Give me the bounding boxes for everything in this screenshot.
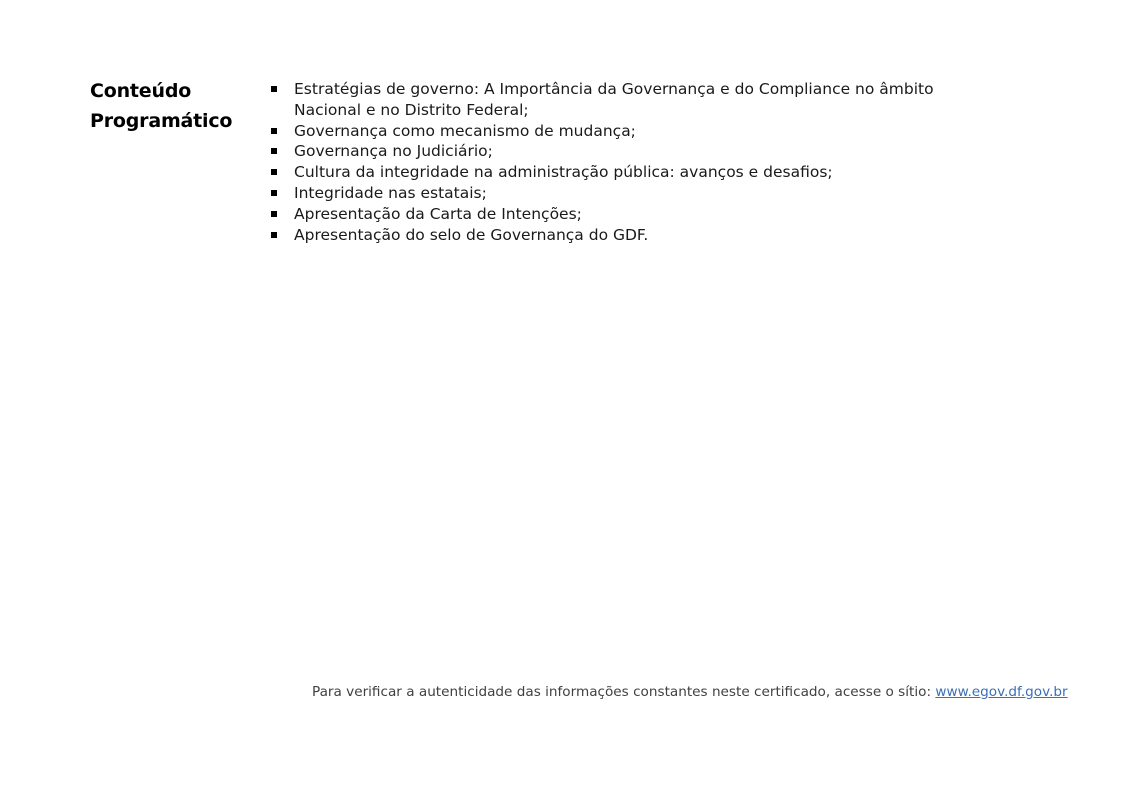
- topic-text: Apresentação do selo de Governança do GDF.: [294, 225, 649, 244]
- section-heading: [90, 76, 232, 136]
- square-bullet-icon: [271, 190, 277, 196]
- list-item: [271, 121, 951, 142]
- list-item: [271, 141, 951, 162]
- topic-text: Apresentação da Carta de Intenções;: [294, 204, 582, 223]
- square-bullet-icon: [271, 169, 277, 175]
- list-item: [271, 225, 951, 246]
- verification-text: Para verificar a autenticidade das informações constantes neste certificado, acesse o sítio:: [312, 684, 936, 700]
- verification-footer: [312, 683, 1068, 701]
- topic-text: Governança no Judiciário;: [294, 142, 493, 161]
- square-bullet-icon: [271, 86, 277, 92]
- list-item: [271, 204, 951, 225]
- square-bullet-icon: [271, 148, 277, 154]
- list-item: [271, 79, 951, 121]
- topic-text: Estratégias de governo: A Importância da Governança e do Compliance no âmbito Nacional e no Distrito Federal;: [294, 80, 934, 119]
- topic-text: Cultura da integridade na administração pública: avanços e desafios;: [294, 163, 833, 182]
- topics-list: [271, 79, 951, 245]
- section-heading-line1: Conteúdo: [90, 80, 192, 102]
- section-heading-line2: Programático: [90, 110, 233, 132]
- list-item: [271, 162, 951, 183]
- topic-text: Governança como mecanismo de mudança;: [294, 121, 636, 140]
- list-item: [271, 183, 951, 204]
- topic-text: Integridade nas estatais;: [294, 183, 487, 202]
- square-bullet-icon: [271, 232, 277, 238]
- square-bullet-icon: [271, 211, 277, 217]
- egov-link[interactable]: www.egov.df.gov.br: [935, 684, 1068, 700]
- square-bullet-icon: [271, 128, 277, 134]
